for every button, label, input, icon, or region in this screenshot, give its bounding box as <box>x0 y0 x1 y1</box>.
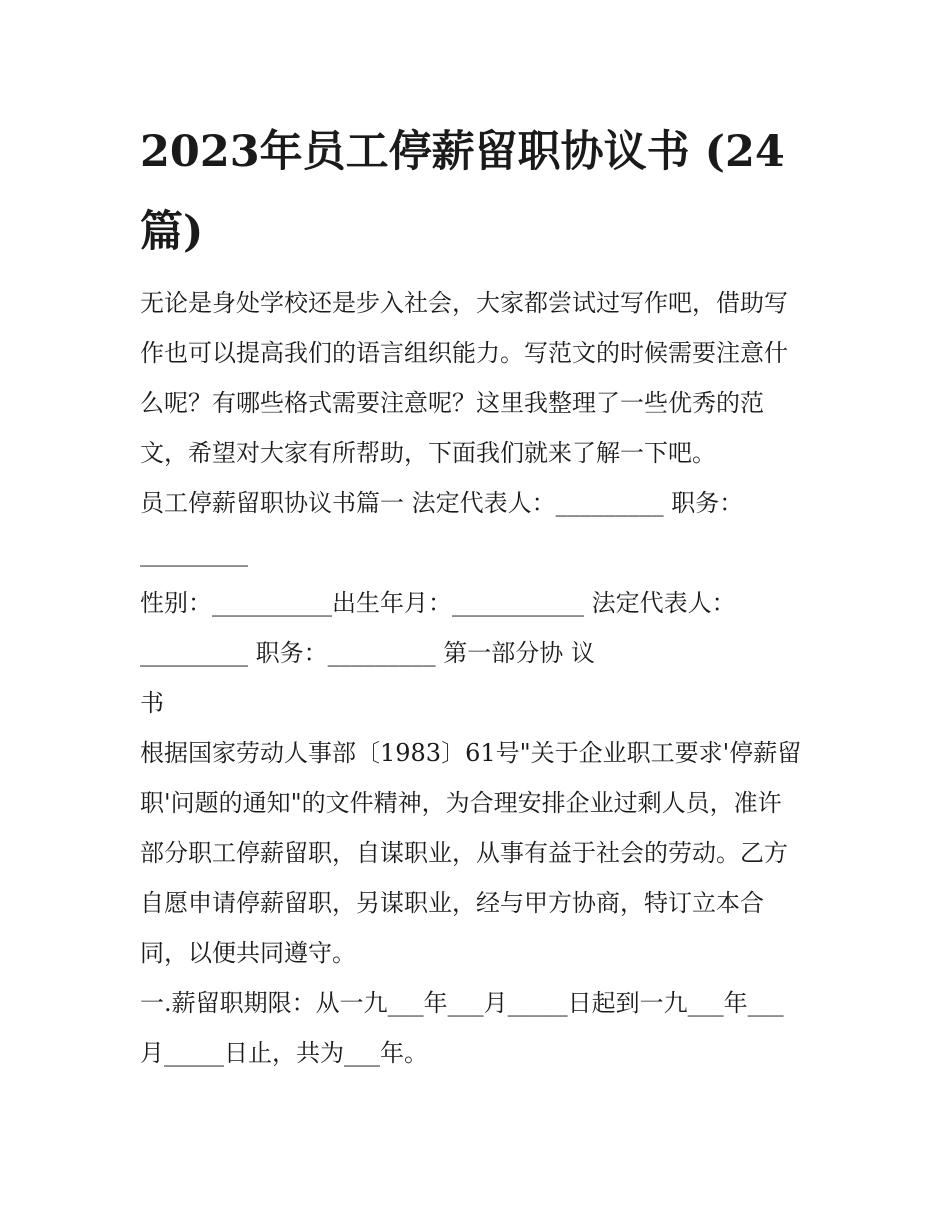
party-info-line: 员工停薪留职协议书篇一 法定代表人：_________ 职务： <box>140 489 744 517</box>
term-line: 月_____日止，共为___年。 <box>140 1039 428 1067</box>
basis-paragraph <box>140 728 820 978</box>
title-line-2: (24篇) <box>140 127 785 257</box>
basis-line: 根据国家劳动人事部〔1983〕61号"关于企业职工要求'停薪留 <box>140 739 802 767</box>
party-info-paragraph <box>140 478 820 728</box>
intro-line: 作也可以提高我们的语言组织能力。写范文的时候需要注意什 <box>140 339 788 367</box>
term-paragraph <box>140 978 820 1078</box>
basis-line: 部分职工停薪留职，自谋职业，从事有益于社会的劳动。乙方 <box>140 839 788 867</box>
intro-line: 么呢？有哪些格式需要注意呢？这里我整理了一些优秀的范 <box>140 389 764 417</box>
basis-line: 自愿申请停薪留职，另谋职业，经与甲方协商，特订立本合 <box>140 889 764 917</box>
party-info-line: _________ 职务：_________ 第一部分协 议 <box>140 639 595 667</box>
title-line-1: 2023年员工停薪留职协议书 <box>140 127 690 177</box>
document-title <box>140 112 820 272</box>
basis-line: 职'问题的通知"的文件精神，为合理安排企业过剩人员，准许 <box>140 789 782 817</box>
party-info-line: _________ <box>140 539 248 567</box>
basis-line: 同，以便共同遵守。 <box>140 939 356 967</box>
intro-line: 无论是身处学校还是步入社会，大家都尝试过写作吧，借助写 <box>140 289 788 317</box>
term-line: 一.薪留职期限：从一九___年___月_____日起到一九___年___ <box>140 989 784 1017</box>
party-info-line: 性别：__________出生年月：___________ 法定代表人： <box>140 589 736 617</box>
document-body <box>140 278 820 1078</box>
party-info-line: 书 <box>140 689 164 717</box>
intro-line: 文，希望对大家有所帮助，下面我们就来了解一下吧。 <box>140 439 716 467</box>
intro-paragraph <box>140 278 820 478</box>
